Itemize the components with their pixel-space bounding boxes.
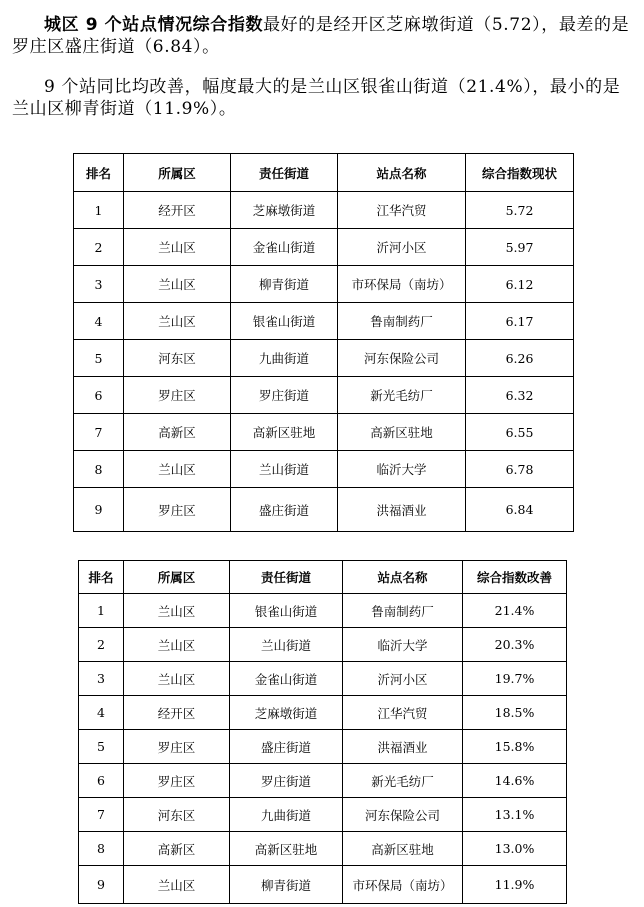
improvement-ranking-table <box>78 560 567 904</box>
index-cell: 18.5% <box>463 696 567 730</box>
index-cell: 6.84 <box>466 488 574 532</box>
index-cell: 5.97 <box>466 229 574 266</box>
header-station: 站点名称 <box>343 561 463 594</box>
table-row <box>79 628 567 662</box>
index-cell: 19.7% <box>463 662 567 696</box>
header-station: 站点名称 <box>338 154 466 192</box>
index-cell: 6.78 <box>466 451 574 488</box>
table-row <box>79 832 567 866</box>
district-cell: 兰山区 <box>124 594 230 628</box>
rank-cell: 6 <box>79 764 124 798</box>
table-row <box>79 662 567 696</box>
rank-cell: 5 <box>74 340 124 377</box>
table-header-row <box>79 561 567 594</box>
index-cell: 6.55 <box>466 414 574 451</box>
station-cell: 市环保局（南坊） <box>338 266 466 303</box>
table-row <box>74 377 574 414</box>
table-row <box>74 229 574 266</box>
index-cell: 5.72 <box>466 192 574 229</box>
district-cell: 经开区 <box>124 192 231 229</box>
intro-bold-lead: 城区 9 个站点情况综合指数 <box>44 15 264 35</box>
index-cell: 14.6% <box>463 764 567 798</box>
district-cell: 河东区 <box>124 798 230 832</box>
station-cell: 新光毛纺厂 <box>343 764 463 798</box>
rank-cell: 7 <box>74 414 124 451</box>
district-cell: 罗庄区 <box>124 377 231 414</box>
rank-cell: 8 <box>74 451 124 488</box>
rank-cell: 1 <box>74 192 124 229</box>
intro-paragraph-1-text: 最好的是经开区芝麻墩街道（5.72），最差的是罗庄区盛庄街道（6.84）。 <box>12 15 630 57</box>
station-cell: 江华汽贸 <box>343 696 463 730</box>
table-row <box>79 764 567 798</box>
table-row <box>74 488 574 532</box>
header-rank: 排名 <box>79 561 124 594</box>
district-cell: 兰山区 <box>124 662 230 696</box>
index-cell: 13.1% <box>463 798 567 832</box>
station-cell: 河东保险公司 <box>338 340 466 377</box>
district-cell: 兰山区 <box>124 866 230 904</box>
index-cell: 21.4% <box>463 594 567 628</box>
table-row <box>74 192 574 229</box>
table-row <box>79 730 567 764</box>
header-index-improvement: 综合指数改善 <box>463 561 567 594</box>
index-cell: 11.9% <box>463 866 567 904</box>
intro-paragraph-2: 9 个站同比均改善，幅度最大的是兰山区银雀山街道（21.4%），最小的是兰山区柳青街道（11.9%）。 <box>12 77 621 119</box>
district-cell: 兰山区 <box>124 229 231 266</box>
street-cell: 柳青街道 <box>231 266 338 303</box>
district-cell: 兰山区 <box>124 266 231 303</box>
table-row <box>79 696 567 730</box>
street-cell: 金雀山街道 <box>231 229 338 266</box>
street-cell: 盛庄街道 <box>230 730 343 764</box>
header-rank: 排名 <box>74 154 124 192</box>
district-cell: 河东区 <box>124 340 231 377</box>
street-cell: 罗庄街道 <box>230 764 343 798</box>
station-cell: 洪福酒业 <box>338 488 466 532</box>
header-street: 责任街道 <box>231 154 338 192</box>
district-cell: 罗庄区 <box>124 730 230 764</box>
street-cell: 高新区驻地 <box>230 832 343 866</box>
street-cell: 芝麻墩街道 <box>231 192 338 229</box>
district-cell: 兰山区 <box>124 303 231 340</box>
index-cell: 13.0% <box>463 832 567 866</box>
street-cell: 兰山街道 <box>231 451 338 488</box>
street-cell: 兰山街道 <box>230 628 343 662</box>
district-cell: 兰山区 <box>124 451 231 488</box>
rank-cell: 9 <box>74 488 124 532</box>
rank-cell: 7 <box>79 798 124 832</box>
improvement-table-body <box>79 594 567 904</box>
header-district: 所属区 <box>124 561 230 594</box>
table-row <box>79 798 567 832</box>
rank-cell: 3 <box>79 662 124 696</box>
street-cell: 银雀山街道 <box>230 594 343 628</box>
street-cell: 金雀山街道 <box>230 662 343 696</box>
rank-cell: 4 <box>79 696 124 730</box>
street-cell: 九曲街道 <box>231 340 338 377</box>
station-cell: 高新区驻地 <box>343 832 463 866</box>
rank-cell: 9 <box>79 866 124 904</box>
street-cell: 盛庄街道 <box>231 488 338 532</box>
status-ranking-table <box>73 153 574 532</box>
rank-cell: 2 <box>79 628 124 662</box>
station-cell: 市环保局（南坊） <box>343 866 463 904</box>
station-cell: 江华汽贸 <box>338 192 466 229</box>
rank-cell: 3 <box>74 266 124 303</box>
rank-cell: 6 <box>74 377 124 414</box>
rank-cell: 5 <box>79 730 124 764</box>
index-cell: 20.3% <box>463 628 567 662</box>
district-cell: 经开区 <box>124 696 230 730</box>
station-cell: 临沂大学 <box>338 451 466 488</box>
table-row <box>74 303 574 340</box>
index-cell: 15.8% <box>463 730 567 764</box>
index-cell: 6.26 <box>466 340 574 377</box>
street-cell: 柳青街道 <box>230 866 343 904</box>
table-row <box>79 594 567 628</box>
station-cell: 新光毛纺厂 <box>338 377 466 414</box>
station-cell: 洪福酒业 <box>343 730 463 764</box>
index-cell: 6.17 <box>466 303 574 340</box>
table-row <box>74 414 574 451</box>
table-row <box>74 266 574 303</box>
district-cell: 兰山区 <box>124 628 230 662</box>
table-row <box>79 866 567 904</box>
station-cell: 临沂大学 <box>343 628 463 662</box>
table-row <box>74 340 574 377</box>
rank-cell: 4 <box>74 303 124 340</box>
station-cell: 鲁南制药厂 <box>338 303 466 340</box>
header-index-status: 综合指数现状 <box>466 154 574 192</box>
street-cell: 高新区驻地 <box>231 414 338 451</box>
station-cell: 鲁南制药厂 <box>343 594 463 628</box>
district-cell: 罗庄区 <box>124 488 231 532</box>
district-cell: 高新区 <box>124 414 231 451</box>
district-cell: 高新区 <box>124 832 230 866</box>
index-cell: 6.12 <box>466 266 574 303</box>
table-row <box>74 451 574 488</box>
index-cell: 6.32 <box>466 377 574 414</box>
station-cell: 高新区驻地 <box>338 414 466 451</box>
table-header-row <box>74 154 574 192</box>
street-cell: 芝麻墩街道 <box>230 696 343 730</box>
rank-cell: 1 <box>79 594 124 628</box>
status-table-body <box>74 192 574 532</box>
street-cell: 九曲街道 <box>230 798 343 832</box>
station-cell: 沂河小区 <box>338 229 466 266</box>
station-cell: 河东保险公司 <box>343 798 463 832</box>
street-cell: 罗庄街道 <box>231 377 338 414</box>
rank-cell: 8 <box>79 832 124 866</box>
district-cell: 罗庄区 <box>124 764 230 798</box>
street-cell: 银雀山街道 <box>231 303 338 340</box>
intro-paragraph-1 <box>12 14 636 58</box>
header-street: 责任街道 <box>230 561 343 594</box>
rank-cell: 2 <box>74 229 124 266</box>
station-cell: 沂河小区 <box>343 662 463 696</box>
header-district: 所属区 <box>124 154 231 192</box>
